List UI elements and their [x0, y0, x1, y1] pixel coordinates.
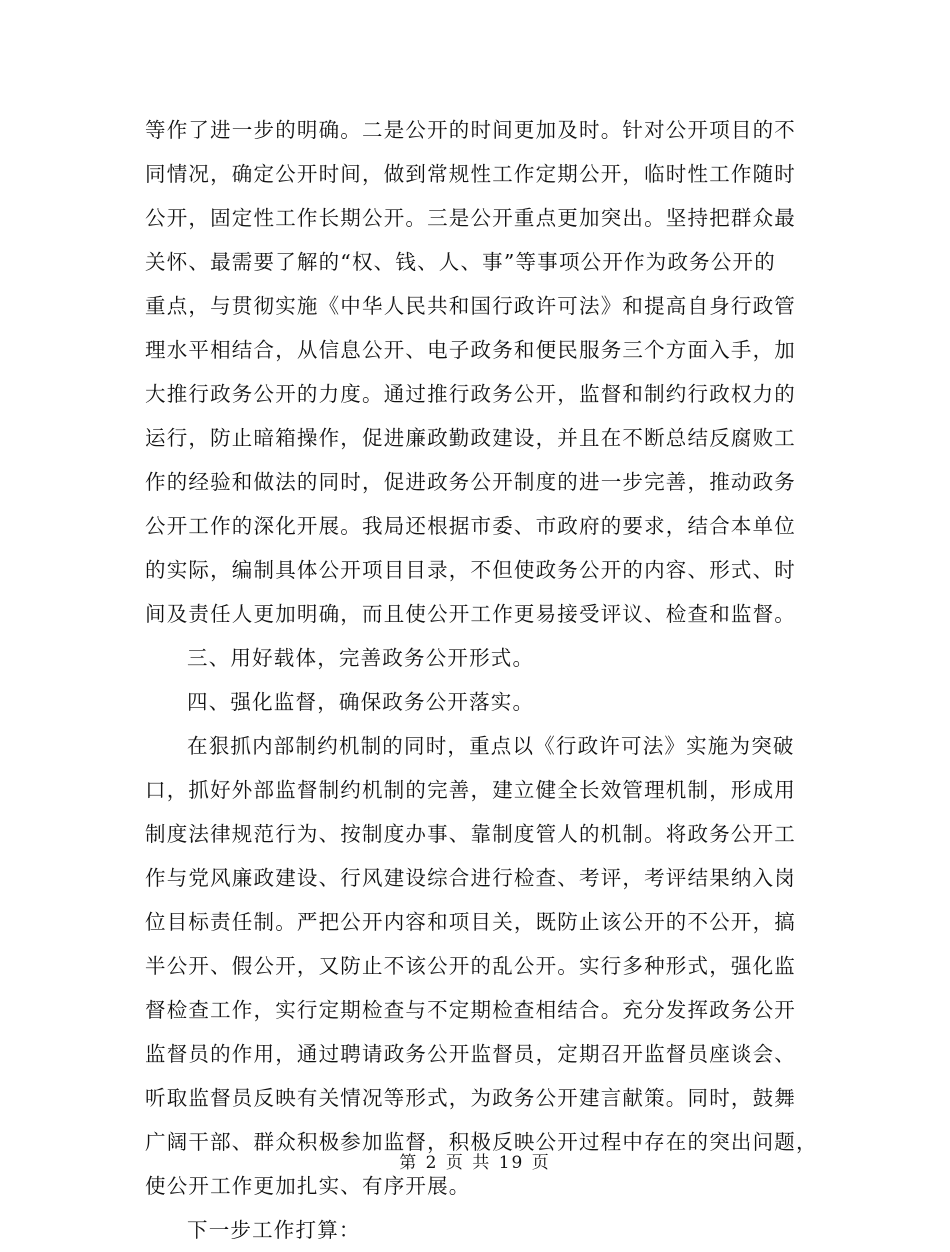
paragraph-line: 公开工作的深化开展。我局还根据市委、市政府的要求，结合本单位 — [145, 514, 796, 538]
paragraph-line: 理水平相结合，从信息公开、电子政务和便民服务三个方面入手，加 — [145, 338, 796, 362]
paragraph-line: 监督员的作用，通过聘请政务公开监督员，定期召开监督员座谈会、 — [145, 1042, 796, 1066]
paragraph-line: 作的经验和做法的同时，促进政务公开制度的进一步完善，推动政务 — [145, 470, 796, 494]
paragraph-line: 半公开、假公开，又防止不该公开的乱公开。实行多种形式，强化监 — [145, 954, 796, 978]
paragraph-line: 作与党风廉政建设、行风建设综合进行检查、考评，考评结果纳入岗 — [145, 866, 796, 890]
paragraph-line: 等作了进一步的明确。二是公开的时间更加及时。针对公开项目的不 — [145, 118, 796, 142]
paragraph-line: 间及责任人更加明确，而且使公开工作更易接受评议、检查和监督。 — [145, 602, 796, 626]
paragraph-line: 口，抓好外部监督制约机制的完善，建立健全长效管理机制，形成用 — [145, 778, 796, 802]
paragraph-line: 在狠抓内部制约机制的同时，重点以《行政许可法》实施为突破 — [187, 734, 795, 758]
paragraph-line: 运行，防止暗箱操作，促进廉政勤政建设，并且在不断总结反腐败工 — [145, 426, 796, 450]
paragraph-line: 关怀、最需要了解的“权、钱、人、事”等事项公开作为政务公开的 — [145, 250, 776, 274]
document-body — [145, 108, 818, 1252]
section-heading: 下一步工作打算： — [187, 1218, 361, 1242]
paragraph-line: 制度法律规范行为、按制度办事、靠制度管人的机制。将政务公开工 — [145, 822, 796, 846]
page-number-footer: 第 2 页 共 19 页 — [399, 1153, 551, 1173]
paragraph-line: 大推行政务公开的力度。通过推行政务公开，监督和制约行政权力的 — [145, 382, 796, 406]
paragraph-line: 的实际，编制具体公开项目目录，不但使政务公开的内容、形式、时 — [145, 558, 796, 582]
paragraph-line: 听取监督员反映有关情况等形式，为政务公开建言献策。同时，鼓舞 — [145, 1086, 796, 1110]
paragraph-line: 使公开工作更加扎实、有序开展。 — [145, 1174, 471, 1198]
paragraph-line: 同情况，确定公开时间，做到常规性工作定期公开，临时性工作随时 — [145, 162, 796, 186]
paragraph-line: 重点，与贯彻实施《中华人民共和国行政许可法》和提高自身行政管 — [145, 294, 796, 318]
section-heading: 三、用好载体，完善政务公开形式。 — [187, 646, 535, 670]
paragraph-line: 广阔干部、群众积极参加监督，积极反映公开过程中存在的突出问题， — [145, 1130, 818, 1154]
paragraph-line: 位目标责任制。严把公开内容和项目关，既防止该公开的不公开，搞 — [145, 910, 796, 934]
paragraph-line: 督检查工作，实行定期检查与不定期检查相结合。充分发挥政务公开 — [145, 998, 796, 1022]
section-heading: 四、强化监督，确保政务公开落实。 — [187, 690, 535, 714]
paragraph-line: 公开，固定性工作长期公开。三是公开重点更加突出。坚持把群众最 — [145, 206, 796, 230]
